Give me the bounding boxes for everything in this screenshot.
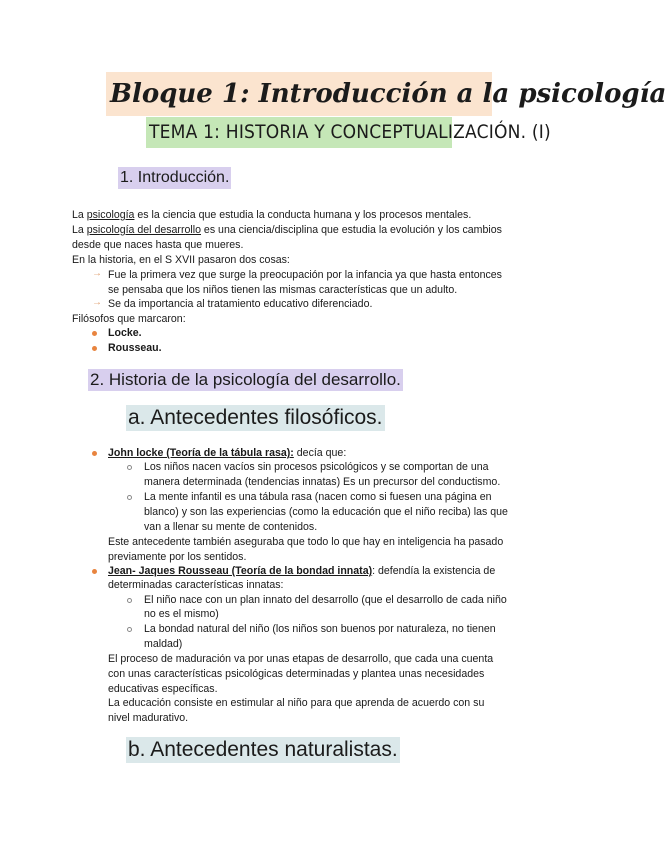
section-heading-historia: 2. Historia de la psicología del desarrollo.: [90, 370, 401, 389]
list-item: Los niños nacen vacíos sin procesos psicológicos y se comportan de una: [144, 461, 489, 473]
list-item-cont: van a llenar su mente de contenidos.: [144, 521, 318, 533]
paragraph-psicologia-desarrollo: La psicología del desarrollo es una ciencia/disciplina que estudia la evolución y los cambios: [72, 224, 502, 236]
list-item-cont: maldad): [144, 638, 183, 650]
paragraph-psicologia: La psicología es la ciencia que estudia la conducta humana y los procesos mentales.: [72, 209, 472, 221]
document-subtitle: TEMA 1: HISTORIA Y CONCEPTUALIZACIÓN. (I): [146, 117, 452, 148]
list-item-rousseau: Rousseau.: [108, 342, 162, 354]
list-item: Fue la primera vez que surge la preocupación por la infancia ya que hasta entonces: [108, 269, 502, 281]
list-item: La mente infantil es una tábula rasa (nacen como si fuesen una página en blanco) y son las experiencias (como la educación que el niño reciba) las que: [144, 491, 508, 519]
bullet-icon: [92, 451, 97, 456]
list-item-cont: no es el mismo): [144, 608, 219, 620]
arrow-icon: →: [92, 268, 102, 279]
paragraph-line: En la historia, en el S XVII pasaron dos cosas:: [72, 254, 290, 266]
arrow-icon: →: [92, 297, 102, 308]
document-title: Bloque 1: Introducción a la psicología: [106, 72, 492, 116]
sub-bullet-icon: [127, 495, 132, 500]
sub-bullet-icon: [127, 465, 132, 470]
list-item: El niño nace con un plan innato del desarrollo (que el desarrollo de cada niño: [144, 594, 507, 606]
rousseau-theory-name: Jean- Jaques Rousseau (Teoría de la bondad innata): [108, 565, 373, 577]
bullet-icon: [92, 331, 97, 336]
locke-theory-name: John locke (Teoría de la tábula rasa):: [108, 447, 294, 459]
list-item-locke: Locke.: [108, 327, 142, 339]
list-item: La bondad natural del niño (los niños son buenos por naturaleza, no tienen: [144, 623, 496, 635]
rousseau-intro: Jean- Jaques Rousseau (Teoría de la bondad innata): defendía la existencia de: [108, 565, 496, 577]
locke-intro: John locke (Teoría de la tábula rasa): decía que:: [108, 447, 347, 459]
sub-bullet-icon: [127, 627, 132, 632]
bullet-icon: [92, 569, 97, 574]
paragraph-line: nivel madurativo.: [108, 712, 189, 724]
bullet-icon: [92, 346, 97, 351]
subsection-heading-naturalistas: b. Antecedentes naturalistas.: [128, 738, 398, 761]
paragraph-line: Este antecedente también aseguraba que todo lo que hay en inteligencia ha pasado: [108, 536, 504, 548]
paragraph-line: previamente por los sentidos.: [108, 551, 247, 563]
paragraph-educacion: La educación consiste en estimular al niño para que aprenda de acuerdo con su: [108, 697, 485, 709]
list-item: Se da importancia al tratamiento educativo diferenciado.: [108, 298, 373, 310]
term-psicologia: psicología: [86, 209, 135, 221]
section-heading-introduccion: 1. Introducción.: [118, 167, 231, 189]
term-psicologia-desarrollo: psicología del desarrollo: [86, 224, 201, 236]
paragraph-maduracion: El proceso de maduración va por unas etapas de desarrollo, que cada una cuenta con unas características psicológicas determinadas y plantea unas necesidades: [108, 653, 494, 681]
list-item-cont: manera determinada (tendencias innatas) Es un precursor del conductismo.: [144, 476, 501, 488]
list-item-cont: se pensaba que los niños tienen las mismas características que un adulto.: [108, 284, 458, 296]
paragraph-line: educativas específicas.: [108, 683, 218, 695]
sub-bullet-icon: [127, 598, 132, 603]
subsection-heading-filosoficos: a. Antecedentes filosóficos.: [128, 406, 383, 429]
paragraph-line: Filósofos que marcaron:: [72, 313, 186, 325]
paragraph-line: determinadas características innatas:: [108, 579, 284, 591]
paragraph-line: desde que naces hasta que mueres.: [72, 239, 244, 251]
